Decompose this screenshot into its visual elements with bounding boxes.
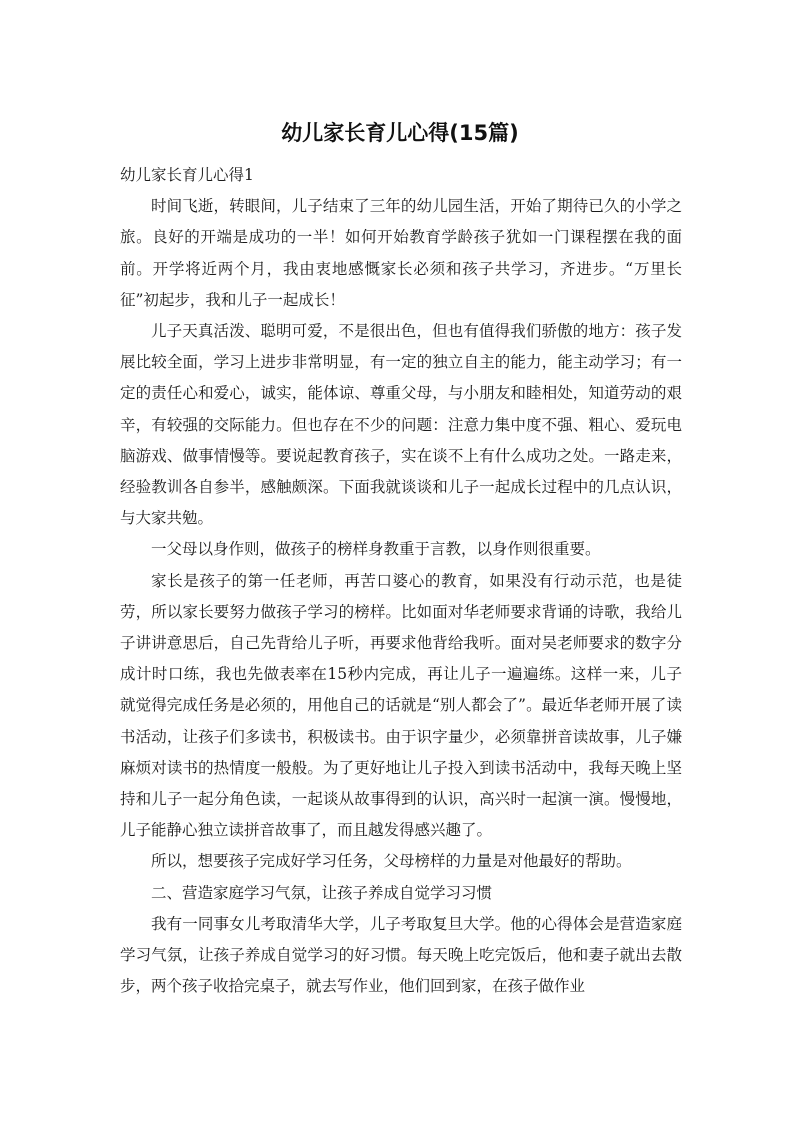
document-body: [120, 160, 682, 1002]
paragraph: 儿子天真活泼、聪明可爱，不是很出色，但也有值得我们骄傲的地方：孩子发展比较全面，学习上进步非常明显，有一定的独立自主的能力，能主动学习；有一定的责任心和爱心，诚实，能体谅、尊重父母，与小朋友和睦相处，知道劳动的艰辛，有较强的交际能力。但也存在不少的问题：注意力集中度不强、粗心、爱玩电脑游戏、做事情慢等。要说起教育孩子，实在谈不上有什么成功之处。一路走来，经验教训各自参半，感触颇深。下面我就谈谈和儿子一起成长过程中的几点认识，与大家共勉。: [120, 322, 682, 528]
section-heading: 幼儿家长育儿心得1: [120, 166, 254, 184]
paragraph: 家长是孩子的第一任老师，再苦口婆心的教育，如果没有行动示范，也是徒劳，所以家长要努力做孩子学习的榜样。比如面对华老师要求背诵的诗歌，我给儿子讲讲意思后，自己先背给儿子听，再要求他背给我听。面对吴老师要求的数字分成计时口练，我也先做表率在15秒内完成，再让儿子一遍遍练。这样一来，儿子就觉得完成任务是必须的，用他自己的话就是“别人都会了”。最近华老师开展了读书活动，让孩子们多读书，积极读书。由于识字量少，必须靠拼音读故事，儿子嫌麻烦对读书的热情度一般般。为了更好地让儿子投入到读书活动中，我每天晚上坚持和儿子一起分角色读，一起谈从故事得到的认识，高兴时一起演一演。慢慢地，儿子能静心独立读拼音故事了，而且越发得感兴趣了。: [120, 571, 682, 840]
document-title: 幼儿家长育儿心得(15篇): [281, 121, 519, 145]
paragraph: 我有一同事女儿考取清华大学，儿子考取复旦大学。他的心得体会是营造家庭学习气氛，让孩子养成自觉学习的好习惯。每天晚上吃完饭后，他和妻子就出去散步，两个孩子收拾完桌子，就去写作业，他们回到家，在孩子做作业: [120, 914, 682, 996]
paragraph: 所以，想要孩子完成好学习任务，父母榜样的力量是对他最好的帮助。: [151, 852, 632, 871]
paragraph: 二、营造家庭学习气氛，让孩子养成自觉学习习惯: [151, 883, 493, 902]
paragraph: 时间飞逝，转眼间，儿子结束了三年的幼儿园生活，开始了期待已久的小学之旅。良好的开端是成功的一半！如何开始教育学龄孩子犹如一门课程摆在我的面前。开学将近两个月，我由衷地感慨家长必须和孩子共学习，齐进步。“万里长征”初起步，我和儿子一起成长！: [120, 197, 682, 309]
paragraph: 一父母以身作则，做孩子的榜样身教重于言教，以身作则很重要。: [151, 540, 601, 559]
